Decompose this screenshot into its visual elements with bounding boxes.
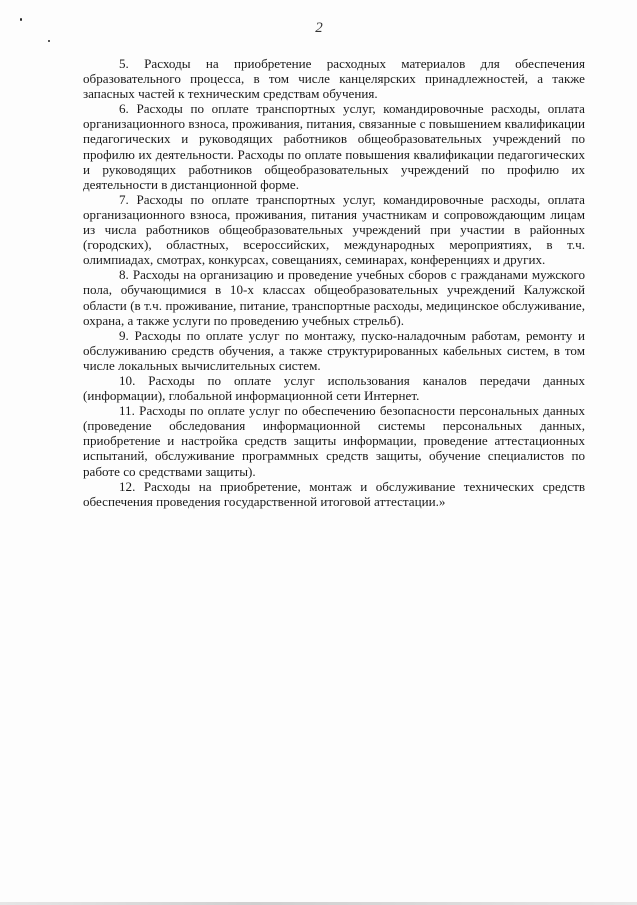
paragraph-item-6: 6. Расходы по оплате транспортных услуг, командировочные расходы, оплата организационного взноса, проживания, питания, связанные с повышением квалификации педагогических и руководящих работников общеобразовательных учреждений по профилю их деятельности. Расходы по оплате повышения квалификации педагогических и руководящих работников общеобразовательных учреждений по профилю их деятельности в дистанционной форме.	[83, 101, 585, 192]
paragraph-item-5: 5. Расходы на приобретение расходных материалов для обеспечения образовательного процесса, в том числе канцелярских принадлежностей, а также запасных частей к техническим средствам обучения.	[83, 56, 585, 102]
paragraph-item-12: 12. Расходы на приобретение, монтаж и обслуживание технических средств обеспечения проведения государственной итоговой аттестации.»	[83, 478, 585, 509]
paragraph-item-9: 9. Расходы по оплате услуг по монтажу, пуско-наладочным работам, ремонту и обслуживанию средств обучения, а также структурированных кабельных систем, в том числе локальных вычислительных систем.	[83, 327, 585, 373]
document-body	[83, 56, 585, 509]
scan-speck	[48, 40, 50, 42]
paragraph-item-10: 10. Расходы по оплате услуг использования каналов передачи данных (информации), глобальной информационной сети Интернет.	[83, 372, 585, 404]
paragraph-item-8: 8. Расходы на организацию и проведение учебных сборов с гражданами мужского пола, обучающимися в 10-х классах общеобразовательных учреждений Калужской области (в т.ч. проживание, питание, транспортные расходы, медицинское обслуживание, охрана, а также услуги по проведению учебных стрельб).	[83, 267, 585, 328]
page-number: 2	[315, 20, 323, 36]
scan-speck	[20, 18, 22, 21]
paragraph-item-11: 11. Расходы по оплате услуг по обеспечению безопасности персональных данных (проведение обследования информационной системы персональных данных, приобретение и настройка средств защиты информации, проведение аттестационных испытаний, обслуживание программных средств защиты, обучение специалистов по работе со средствами защиты).	[83, 403, 585, 479]
paragraph-item-7: 7. Расходы по оплате транспортных услуг, командировочные расходы, оплата организационного взноса, проживания, питания участникам и сопровождающим лицам из числа работников общеобразовательных учреждений при участии в районных (городских), областных, всероссийских, международных мероприятиях, в т.ч. олимпиадах, смотрах, конкурсах, совещаниях, семинарах, конференциях и других.	[83, 191, 585, 268]
